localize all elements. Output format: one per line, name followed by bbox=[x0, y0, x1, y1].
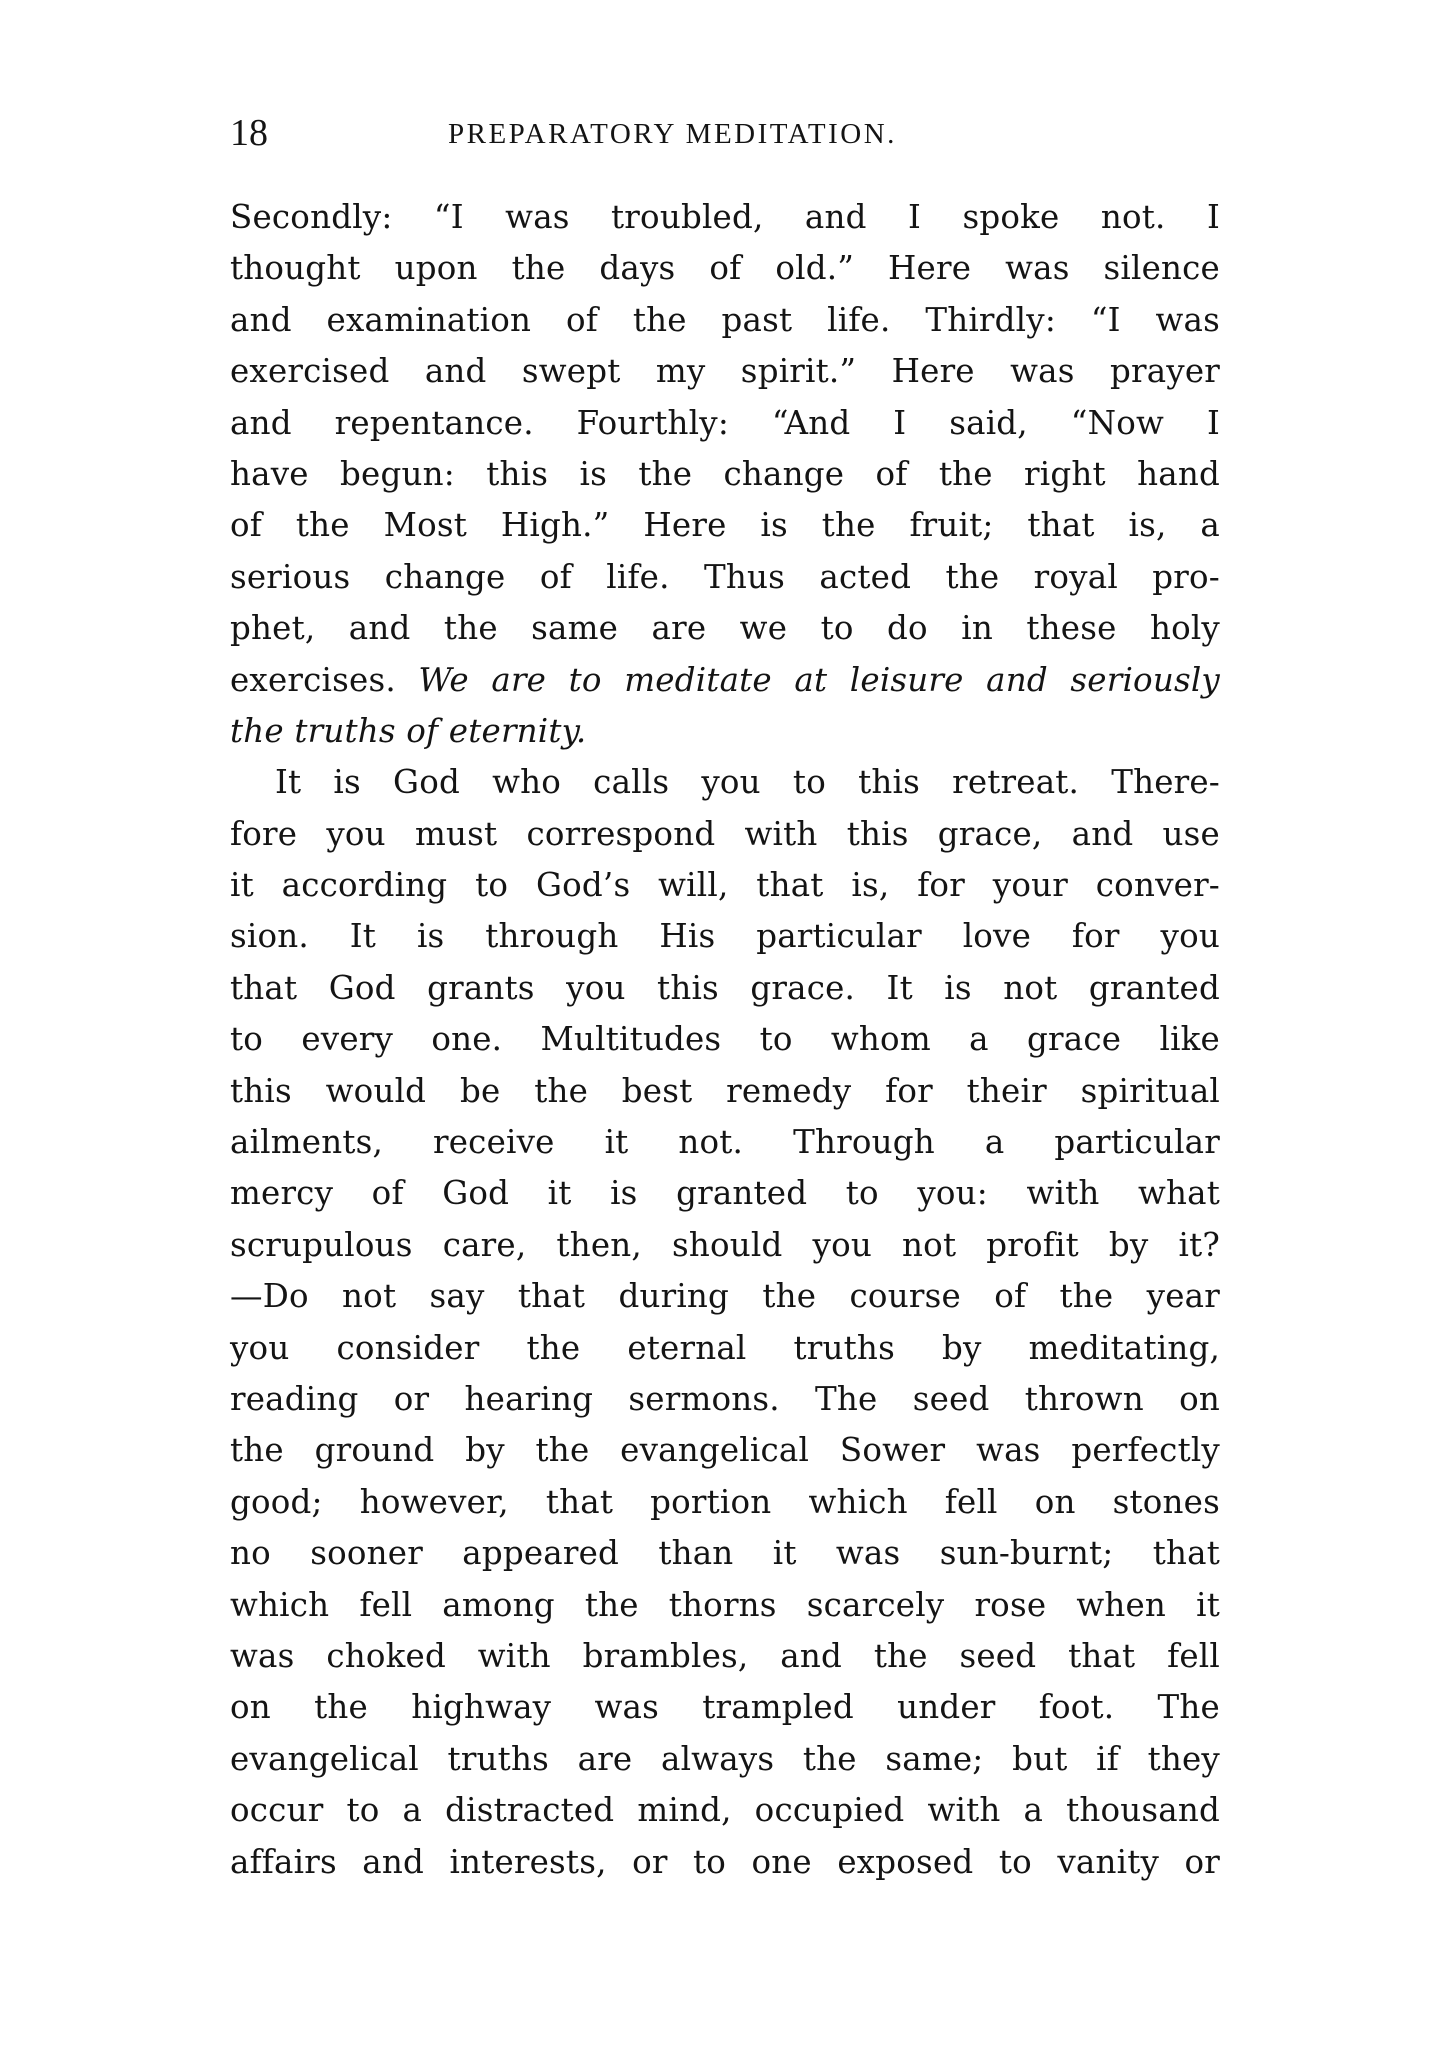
italic-text: We are to meditate at leisure and seriously bbox=[418, 660, 1220, 699]
text-line bbox=[230, 655, 1220, 706]
text-line: was choked with brambles, and the seed that fell bbox=[230, 1636, 1220, 1675]
text-line: that God grants you this grace. It is not granted bbox=[230, 968, 1220, 1007]
text-line: have begun: this is the change of the right hand bbox=[230, 454, 1220, 493]
text-line: affairs and interests, or to one exposed to vanity or bbox=[230, 1842, 1220, 1881]
roman-text: exercises. bbox=[230, 660, 396, 699]
text-line: ailments, receive it not. Through a particular bbox=[230, 1123, 1220, 1162]
text-line: reading or hearing sermons. The seed thrown on bbox=[230, 1379, 1220, 1418]
running-title: PREPARATORY MEDITATION. bbox=[448, 118, 897, 150]
text-line: thought upon the days of old.” Here was silence bbox=[230, 249, 1220, 288]
text-line: good; however, that portion which fell on stones bbox=[230, 1482, 1220, 1521]
text-line: which fell among the thorns scarcely rose when it bbox=[230, 1585, 1220, 1624]
text-line: serious change of life. Thus acted the royal pro- bbox=[230, 557, 1220, 596]
text-line: it according to God’s will, that is, for your conver- bbox=[230, 866, 1220, 905]
text-line: sion. It is through His particular love for you bbox=[230, 917, 1220, 956]
page-number: 18 bbox=[230, 112, 268, 154]
text-line: —Do not say that during the course of the year bbox=[230, 1277, 1220, 1316]
text-line: the ground by the evangelical Sower was perfectly bbox=[230, 1431, 1220, 1470]
text-line: and examination of the past life. Thirdly: “I was bbox=[230, 300, 1220, 339]
text-line: evangelical truths are always the same; but if they bbox=[230, 1739, 1220, 1778]
text-line: no sooner appeared than it was sun-burnt; that bbox=[230, 1534, 1220, 1573]
running-head bbox=[230, 108, 1220, 168]
text-line: mercy of God it is granted to you: with what bbox=[230, 1174, 1220, 1213]
body-text bbox=[230, 192, 1220, 1888]
paragraph-2 bbox=[230, 757, 1220, 1888]
text-line: scrupulous care, then, should you not profit by it? bbox=[230, 1225, 1220, 1264]
paragraph-1 bbox=[230, 192, 1220, 757]
text-line: the truths of eternity. bbox=[230, 711, 587, 750]
text-line: occur to a distracted mind, occupied with a thousand bbox=[230, 1791, 1220, 1830]
text-line: you consider the eternal truths by meditating, bbox=[230, 1328, 1220, 1367]
text-line: and repentance. Fourthly: “And I said, “Now I bbox=[230, 403, 1220, 442]
text-line: on the highway was trampled under foot. The bbox=[230, 1688, 1220, 1727]
text-line: exercised and swept my spirit.” Here was prayer bbox=[230, 352, 1220, 391]
text-line: this would be the best remedy for their spiritual bbox=[230, 1071, 1220, 1110]
text-line: phet, and the same are we to do in these holy bbox=[230, 609, 1220, 648]
text-line: of the Most High.” Here is the fruit; that is, a bbox=[230, 506, 1220, 545]
text-line: fore you must correspond with this grace, and use bbox=[230, 814, 1220, 853]
text-line: Secondly: “I was troubled, and I spoke not. I bbox=[230, 198, 1220, 236]
text-line: to every one. Multitudes to whom a grace like bbox=[230, 1020, 1220, 1059]
text-line: It is God who calls you to this retreat. There- bbox=[275, 763, 1220, 802]
